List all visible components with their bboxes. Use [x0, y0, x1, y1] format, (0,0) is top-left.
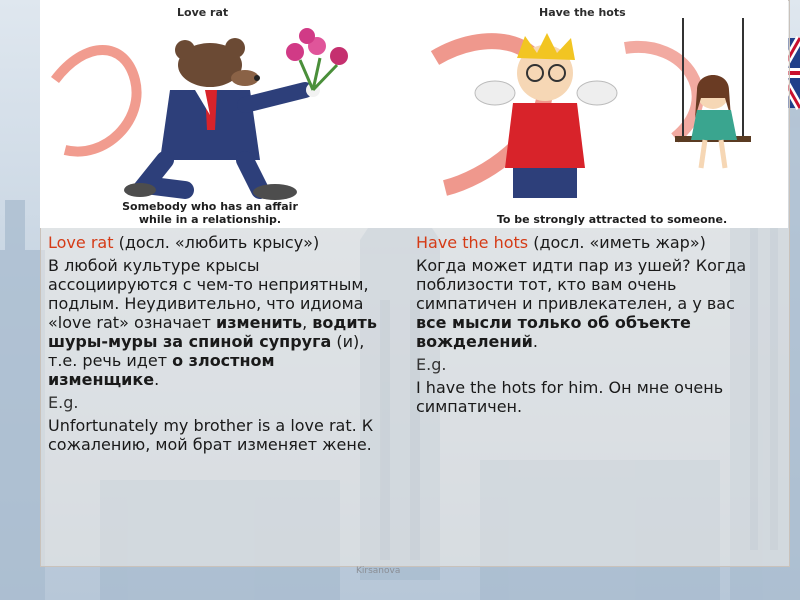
author-watermark: Kirsanova	[356, 566, 401, 576]
have-the-hots-text-column	[416, 233, 758, 420]
love-rat-eg-label: E.g.	[48, 393, 79, 412]
love-rat-picture-caption: Somebody who has an affair while in a relationship.	[122, 200, 298, 226]
have-the-hots-explanation: Когда может идти пар из ушей? Когда поблизости тот, кто вам очень симпатичен и привлекателен, а у вас все мысли только об объекте вожделений.	[416, 256, 747, 351]
have-the-hots-heading	[416, 233, 758, 252]
love-rat-explanation: В любой культуре крысы ассоциируются с чем-то неприятным, подлым. Неудивительно, что идиома «love rat» означает изменить, водить шуры-муры за спиной супруга (и), т.е. речь идет о злостном изменщике.	[48, 256, 377, 389]
have-the-hots-idiom: Have the hots	[416, 233, 529, 252]
love-rat-literal: (досл. «любить крысу»)	[113, 233, 320, 252]
illustration-area	[40, 0, 788, 228]
love-rat-heading	[48, 233, 383, 252]
love-rat-picture-title: Love rat	[177, 6, 229, 19]
love-rat-example: Unfortunately my brother is a love rat. К сожалению, мой брат изменяет жене.	[48, 416, 374, 454]
love-rat-idiom: Love rat	[48, 233, 114, 252]
have-the-hots-picture-title: Have the hots	[539, 6, 626, 19]
have-the-hots-illustration	[425, 18, 785, 208]
have-the-hots-picture-caption: To be strongly attracted to someone.	[496, 213, 728, 226]
have-the-hots-eg-label: E.g.	[416, 355, 447, 374]
flower-bouquet	[286, 28, 348, 90]
love-rat-illustration	[45, 20, 385, 200]
have-the-hots-example: I have the hots for him. Он мне очень симпатичен.	[416, 378, 724, 416]
have-the-hots-literal: (досл. «иметь жар»)	[528, 233, 706, 252]
love-rat-text-column	[48, 233, 383, 458]
